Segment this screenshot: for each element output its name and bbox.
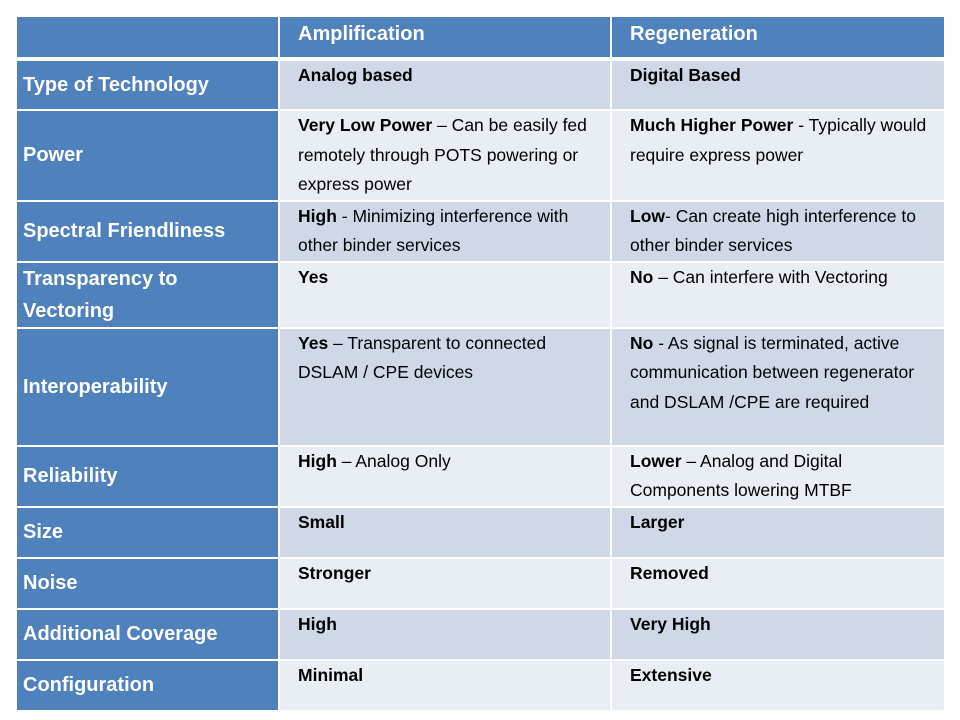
row-label: Spectral Friendliness <box>16 201 279 262</box>
cell-bold-text: Larger <box>630 511 685 532</box>
cell-bold-text: Very High <box>630 613 711 634</box>
row-label: Transparency to Vectoring <box>16 262 279 328</box>
regeneration-cell <box>611 201 945 262</box>
regeneration-cell <box>611 262 945 328</box>
cell-bold-text: Minimal <box>298 664 364 685</box>
cell-text: – Can be easily fed remotely through POTS powering or express power <box>298 115 587 194</box>
amplification-cell <box>279 507 611 558</box>
cell-text: – Analog and Digital Components lowering MTBF <box>630 450 852 500</box>
cell-text: - Minimizing interference with other binder services <box>298 205 569 255</box>
table-header-row <box>16 16 945 59</box>
table-row <box>16 609 945 660</box>
regeneration-cell <box>611 328 945 446</box>
cell-text: - As signal is terminated, active communication between regenerator and DSLAM /CPE are required <box>630 332 915 412</box>
amplification-cell <box>279 558 611 609</box>
cell-bold-text: No <box>630 266 654 287</box>
cell-bold-text: Extensive <box>630 664 712 685</box>
cell-bold-text: Digital Based <box>630 65 741 85</box>
row-label: Power <box>16 110 279 201</box>
cell-text: – Transparent to connected DSLAM / CPE devices <box>298 332 547 382</box>
table-row <box>16 110 945 201</box>
table-row <box>16 660 945 711</box>
table-row <box>16 558 945 609</box>
cell-bold-text: Stronger <box>298 562 371 583</box>
regeneration-cell <box>611 660 945 711</box>
cell-bold-text: Small <box>298 511 345 532</box>
row-label: Reliability <box>16 446 279 507</box>
cell-text: - Typically would require express power <box>630 115 927 165</box>
cell-text: – Analog Only <box>336 450 451 471</box>
comparison-table <box>15 15 946 712</box>
comparison-table-container <box>15 15 944 712</box>
cell-bold-text: High <box>298 450 337 471</box>
row-label: Configuration <box>16 660 279 711</box>
table-row <box>16 201 945 262</box>
regeneration-cell <box>611 446 945 507</box>
amplification-cell <box>279 262 611 328</box>
row-label: Additional Coverage <box>16 609 279 660</box>
cell-text: – Can interfere with Vectoring <box>653 266 888 287</box>
amplification-cell <box>279 609 611 660</box>
cell-bold-text: High <box>298 613 337 634</box>
amplification-cell <box>279 110 611 201</box>
cell-bold-text: No <box>630 332 654 353</box>
cell-bold-text: Very Low Power <box>298 115 433 135</box>
table-row <box>16 59 945 110</box>
header-corner-cell <box>16 16 279 59</box>
cell-bold-text: Analog based <box>298 65 413 85</box>
row-label: Type of Technology <box>16 59 279 110</box>
cell-bold-text: High <box>298 205 337 226</box>
header-amplification: Amplification <box>279 16 611 59</box>
row-label: Size <box>16 507 279 558</box>
cell-bold-text: Yes <box>298 266 329 287</box>
amplification-cell <box>279 201 611 262</box>
amplification-cell <box>279 328 611 446</box>
cell-text: - Can create high interference to other binder services <box>630 205 916 255</box>
table-row <box>16 507 945 558</box>
table-row <box>16 328 945 446</box>
regeneration-cell <box>611 558 945 609</box>
amplification-cell <box>279 59 611 110</box>
regeneration-cell <box>611 507 945 558</box>
cell-bold-text: Yes <box>298 332 329 353</box>
regeneration-cell <box>611 110 945 201</box>
amplification-cell <box>279 446 611 507</box>
table-row <box>16 446 945 507</box>
cell-bold-text: Much Higher Power <box>630 115 794 135</box>
regeneration-cell <box>611 59 945 110</box>
cell-bold-text: Lower <box>630 450 682 471</box>
cell-bold-text: Removed <box>630 562 709 583</box>
regeneration-cell <box>611 609 945 660</box>
header-regeneration: Regeneration <box>611 16 945 59</box>
table-row <box>16 262 945 328</box>
cell-bold-text: Low <box>630 205 665 226</box>
amplification-cell <box>279 660 611 711</box>
row-label: Interoperability <box>16 328 279 446</box>
row-label: Noise <box>16 558 279 609</box>
